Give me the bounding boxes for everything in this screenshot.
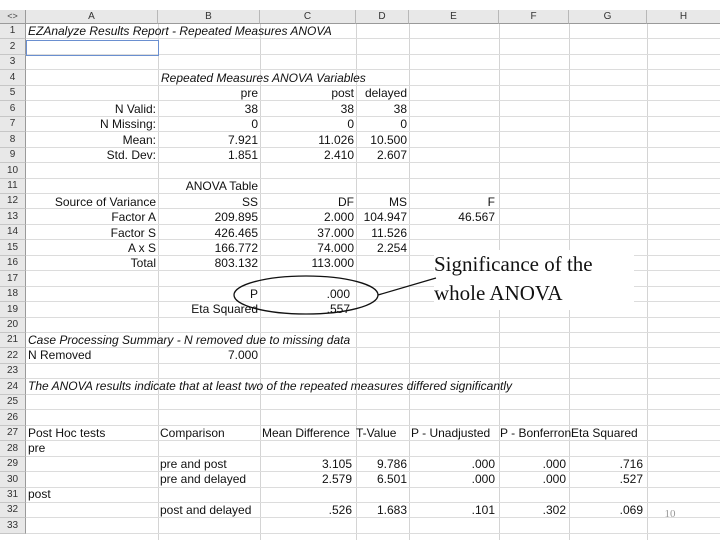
row-header[interactable]: 14 <box>0 225 26 240</box>
posthoc-header-tests[interactable]: Post Hoc tests <box>28 426 106 440</box>
posthoc-comparison[interactable]: pre and delayed <box>160 472 247 486</box>
posthoc-t-value[interactable]: 6.501 <box>376 472 407 486</box>
anova-row-df[interactable]: 2.000 <box>323 210 354 224</box>
n-valid-post[interactable]: 38 <box>340 102 354 116</box>
posthoc-p-unadjusted[interactable]: .101 <box>471 503 495 517</box>
eta-squared-label[interactable]: Eta Squared <box>191 302 258 316</box>
posthoc-p-bonferroni[interactable]: .000 <box>542 457 566 471</box>
anova-row-name[interactable]: Factor A <box>111 210 156 224</box>
page-number: 10 <box>664 508 676 520</box>
anova-row-name[interactable]: Factor S <box>110 226 156 240</box>
row-header[interactable]: 12 <box>0 194 26 209</box>
anova-conclusion[interactable]: The ANOVA results indicate that at least two of the repeated measures differed significantly <box>28 379 513 393</box>
posthoc-p-unadjusted[interactable]: .000 <box>471 472 495 486</box>
row-header[interactable]: 2 <box>0 39 26 55</box>
row-header[interactable]: 19 <box>0 302 26 318</box>
row-header[interactable]: 6 <box>0 101 26 117</box>
posthoc-header-mean-diff[interactable]: Mean Difference <box>262 426 350 440</box>
posthoc-header-eta-squared[interactable]: Eta Squared <box>571 426 638 440</box>
n-missing-delayed[interactable]: 0 <box>400 117 407 131</box>
column-header-h[interactable]: H <box>647 10 720 24</box>
column-header-e[interactable]: E <box>409 10 499 24</box>
row-header[interactable]: 21 <box>0 333 26 348</box>
posthoc-mean-diff[interactable]: .526 <box>328 503 352 517</box>
row-header[interactable]: 28 <box>0 441 26 457</box>
var-name-pre[interactable]: pre <box>240 86 258 100</box>
callout-line-2: whole ANOVA <box>434 281 563 305</box>
row-header[interactable]: 31 <box>0 488 26 503</box>
posthoc-comparison[interactable]: pre and post <box>160 457 227 471</box>
ss-header[interactable]: SS <box>241 195 258 209</box>
var-name-delayed[interactable]: delayed <box>364 86 407 100</box>
anova-row-name[interactable]: Total <box>130 256 156 270</box>
n-missing-pre[interactable]: 0 <box>251 117 258 131</box>
variables-heading[interactable]: Repeated Measures ANOVA Variables <box>161 71 366 85</box>
n-valid-delayed[interactable]: 38 <box>393 102 407 116</box>
posthoc-mean-diff[interactable]: 3.105 <box>321 457 352 471</box>
mean-label[interactable]: Mean: <box>122 133 156 147</box>
posthoc-eta-squared[interactable]: .716 <box>619 457 643 471</box>
posthoc-t-value[interactable]: 1.683 <box>376 503 407 517</box>
n-missing-post[interactable]: 0 <box>347 117 354 131</box>
row-header[interactable]: 9 <box>0 148 26 163</box>
anova-row-ss[interactable]: 803.132 <box>214 256 258 270</box>
column-header-b[interactable]: B <box>158 10 260 24</box>
mean-pre[interactable]: 7.921 <box>227 133 258 147</box>
anova-row-df[interactable]: 113.000 <box>311 256 354 270</box>
anova-row-df[interactable]: 74.000 <box>317 241 354 255</box>
posthoc-header-comparison[interactable]: Comparison <box>160 426 225 440</box>
row-header[interactable]: 20 <box>0 318 26 333</box>
n-valid-pre[interactable]: 38 <box>244 102 258 116</box>
n-missing-label[interactable]: N Missing: <box>99 117 156 131</box>
n-valid-label[interactable]: N Valid: <box>114 102 156 116</box>
case-processing-summary[interactable]: Case Processing Summary - N removed due to missing data <box>28 333 351 347</box>
row-header[interactable]: 7 <box>0 117 26 132</box>
row-header[interactable]: 10 <box>0 163 26 179</box>
posthoc-eta-squared[interactable]: .069 <box>619 503 643 517</box>
anova-table-label[interactable]: ANOVA Table <box>185 179 258 193</box>
posthoc-comparison[interactable]: post and delayed <box>160 503 252 517</box>
var-name-post[interactable]: post <box>331 86 354 100</box>
sd-label[interactable]: Std. Dev: <box>106 148 156 162</box>
anova-row-ms[interactable]: 104.947 <box>363 210 407 224</box>
anova-row-ss[interactable]: 166.772 <box>214 241 258 255</box>
posthoc-header-t-value[interactable]: T-Value <box>356 426 397 440</box>
posthoc-p-unadjusted[interactable]: .000 <box>471 457 495 471</box>
n-removed-label[interactable]: N Removed <box>28 348 92 362</box>
posthoc-t-value[interactable]: 9.786 <box>376 457 407 471</box>
row-header[interactable]: 23 <box>0 364 26 379</box>
row-header[interactable]: 27 <box>0 426 26 441</box>
column-header-a[interactable]: A <box>26 10 158 24</box>
sd-pre[interactable]: 1.851 <box>227 148 258 162</box>
p-value[interactable]: .000 <box>326 287 350 301</box>
df-header[interactable]: DF <box>338 195 354 209</box>
column-header-c[interactable]: C <box>260 10 356 24</box>
source-of-variance-label[interactable]: Source of Variance <box>54 195 156 209</box>
anova-row-name[interactable]: A x S <box>127 241 156 255</box>
anova-row-ms[interactable]: 2.254 <box>376 241 407 255</box>
row-header[interactable]: 5 <box>0 86 26 101</box>
mean-post[interactable]: 11.026 <box>318 133 354 147</box>
anova-f-value[interactable]: 46.567 <box>458 210 495 224</box>
row-header[interactable]: 18 <box>0 287 26 302</box>
row-header[interactable]: 32 <box>0 503 26 518</box>
sd-delayed[interactable]: 2.607 <box>376 148 407 162</box>
row-header[interactable]: 22 <box>0 348 26 364</box>
eta-squared-value[interactable]: .557 <box>326 302 350 316</box>
posthoc-header-p-bonferroni[interactable]: P - Bonferroni <box>500 426 574 440</box>
posthoc-group-pre[interactable]: pre <box>28 441 46 455</box>
posthoc-p-bonferroni[interactable]: .302 <box>542 503 566 517</box>
column-header-d[interactable]: D <box>356 10 409 24</box>
anova-row-ss[interactable]: 426.465 <box>214 226 258 240</box>
row-header[interactable]: 24 <box>0 379 26 395</box>
f-header[interactable]: F <box>487 195 495 209</box>
row-header[interactable]: 11 <box>0 179 26 194</box>
p-label[interactable]: P <box>249 287 258 301</box>
row-header[interactable]: 29 <box>0 457 26 472</box>
row-header[interactable]: 4 <box>0 70 26 86</box>
posthoc-eta-squared[interactable]: .527 <box>619 472 643 486</box>
column-header-g[interactable]: G <box>569 10 647 24</box>
anova-row-ms[interactable]: 11.526 <box>371 226 407 240</box>
row-header[interactable]: 3 <box>0 55 26 70</box>
sd-post[interactable]: 2.410 <box>323 148 354 162</box>
report-title[interactable]: EZAnalyze Results Report - Repeated Measures ANOVA <box>28 24 332 38</box>
anova-row-ss[interactable]: 209.895 <box>214 210 258 224</box>
posthoc-header-p-unadjusted[interactable]: P - Unadjusted <box>411 426 491 440</box>
row-header[interactable]: 13 <box>0 209 26 225</box>
row-header[interactable]: 17 <box>0 271 26 287</box>
select-all-corner[interactable]: <> <box>0 10 26 24</box>
anova-row-df[interactable]: 37.000 <box>317 226 354 240</box>
posthoc-p-bonferroni[interactable]: .000 <box>542 472 566 486</box>
mean-delayed[interactable]: 10.500 <box>370 133 407 147</box>
row-header[interactable]: 26 <box>0 410 26 426</box>
n-removed-value[interactable]: 7.000 <box>227 348 258 362</box>
callout-leader-line <box>378 278 436 295</box>
row-header[interactable]: 8 <box>0 132 26 148</box>
row-header[interactable]: 15 <box>0 240 26 256</box>
posthoc-mean-diff[interactable]: 2.579 <box>321 472 352 486</box>
highlight-ellipse <box>234 276 378 314</box>
ms-header[interactable]: MS <box>389 195 407 209</box>
column-header-f[interactable]: F <box>499 10 569 24</box>
callout-line-1: Significance of the <box>434 252 593 276</box>
posthoc-group-post[interactable]: post <box>28 487 51 501</box>
row-header[interactable]: 16 <box>0 256 26 271</box>
row-header[interactable]: 1 <box>0 24 26 39</box>
row-header[interactable]: 25 <box>0 395 26 410</box>
row-header[interactable]: 30 <box>0 472 26 488</box>
row-header[interactable]: 33 <box>0 518 26 534</box>
